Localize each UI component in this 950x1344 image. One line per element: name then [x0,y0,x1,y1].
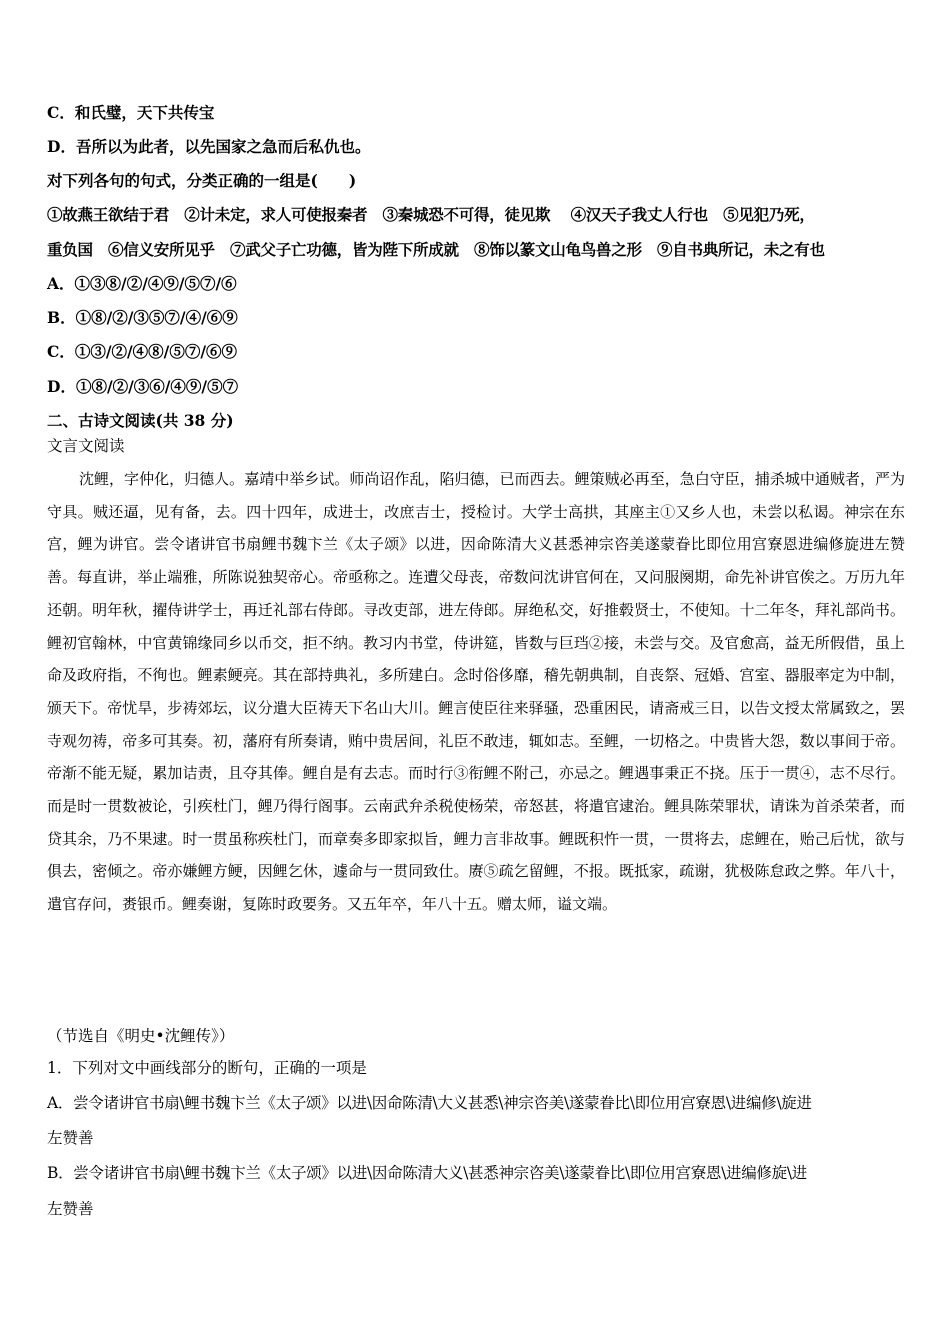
q1-option-a-cont: 左赞善 [47,1129,94,1147]
question-1-stem: 1．下列对文中画线部分的断句，正确的一项是 [47,1059,367,1077]
sentence-list-line-1: ①故燕王欲结于君 ②计未定，求人可使报秦者 ③秦城恐不可得，徒见欺 ④汉天子我丈人行也 ⑤见犯乃死， [47,205,815,224]
sentence-list-line-2: 重负国 ⑥信义安所见乎 ⑦武父子亡功德，皆为陛下所成就 ⑧饰以篆文山龟鸟兽之形 ⑨自书典所记，未之有也 [47,240,825,259]
q1-option-b-cont: 左赞善 [47,1200,94,1218]
option-a: A．①③⑧/②/④⑨/⑤⑦/⑥ [47,274,237,293]
section-subheading: 文言文阅读 [47,437,125,455]
passage-source: （节选自《明史•沈鲤传》） [47,1027,235,1045]
question-stem-sentence-patterns: 对下列各句的句式，分类正确的一组是( ) [47,171,357,190]
passage-text: 沈鲤，字仲化，归德人。嘉靖中举乡试。师尚诏作乱，陷归德，已而西去。鲤策贼必再至，急白守臣，捕杀城中通贼者，严为守具。贼还逼，见有备，去。四十四年，成进士，改庶吉士，授检讨。大学士高拱，其座主①又乡人也，未尝以私谒。神宗在东宫，鲤为讲官。尝令诸讲官书扇鲤书魏卞兰《太子颂》以进，因命陈清大义甚悉神宗咨美遂蒙眷比即位用宫寮恩进编修旋进左赞善。每直讲，举止端雅，所陈说独契帝心。帝亟称之。连遭父母丧，帝数问沈讲官何在，又问服阕期，命先补讲官俟之。万历九年还朝。明年秋，擢侍讲学士，再迁礼部右侍郎。寻改吏部，进左侍郎。屏绝私交，好推毂贤士，不使知。十二年冬，拜礼部尚书。鲤初官翰林，中官黄锦缘同乡以币交，拒不纳。教习内书堂，侍讲筵，皆数与巨珰②接，未尝与交。及官愈高，益无所假借，虽上命及政府指，不徇也。鲤素鲠亮。其在部持典礼，多所建白。念时俗侈靡，稽先朝典制，自丧祭、冠婚、宫室、器服率定为中制，颁天下。帝忧旱，步祷郊坛，议分遣大臣祷天下名山大川。鲤言使臣往来驿骚，恐重困民，请斋戒三日，以告文授太常属致之，罢寺观勿祷，帝多可其奏。初，藩府有所奏请，贿中贵居间，礼臣不敢违，辄如志。至鲤，一切格之。中贵皆大怨，数以事间于帝。帝渐不能无疑，累加诘责，且夺其俸。鲤自是有去志。而时行③衔鲤不附己，亦忌之。鲤遇事秉正不挠。压于一贯④，志不尽行。而是时一贯数被论，引疾杜门，鲤乃得行阁事。云南武弁杀税使杨荣，帝怒甚，将遣官逮治。鲤具陈荣罪状，请诛为首杀荣者，而贷其余，乃不果逮。时一贯虽称疾杜门，而章奏多即家拟旨，鲤力言非故事。鲤既积忤一贯，一贯将去，虑鲤在，贻己后忧，欲与俱去，密倾之。帝亦嫌鲤方鲠，因鲤乞休，遽命与一贯同致仕。赓⑤疏乞留鲤，不报。既抵家，疏谢，犹极陈怠政之弊。年八十，遣官存问，赉银币。鲤奏谢，复陈时政要务。又五年卒，年八十五。赠太师，谥文端。 [47,470,905,914]
q1-option-b: B．尝令诸讲官书扇\鲤书魏卞兰《太子颂》以进\因命陈清大义\甚悉神宗咨美\遂蒙眷比\即位用宫寮恩\进编修旋\进 [47,1164,807,1182]
option-c: C．和氏璧，天下共传宝 [47,103,215,122]
option-b: B．①⑧/②/③⑤⑦/④/⑥⑨ [47,308,238,327]
option-d: D．吾所以为此者，以先国家之急而后私仇也。 [47,137,371,156]
option-d: D．①⑧/②/③⑥/④⑨/⑤⑦ [47,377,239,396]
section-heading: 二、古诗文阅读(共 38 分) [47,411,234,430]
option-c: C．①③/②/④⑧/⑤⑦/⑥⑨ [47,342,237,361]
q1-option-a: A．尝令诸讲官书扇\鲤书魏卞兰《太子颂》以进\因命陈清\大义甚悉\神宗咨美\遂蒙眷比\即位用宫寮恩\进编修\旋进 [47,1094,812,1112]
